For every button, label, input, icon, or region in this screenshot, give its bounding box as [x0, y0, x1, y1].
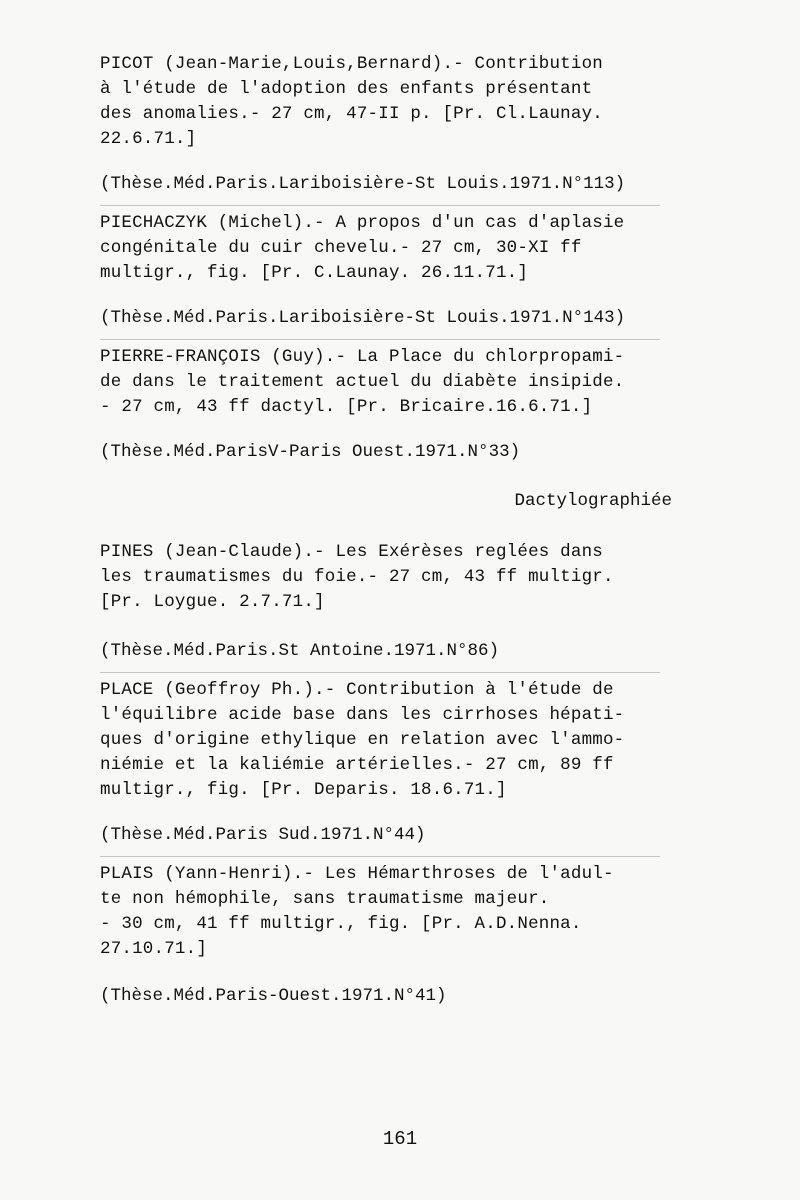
entry-line: à l'étude de l'adoption des enfants présentant [100, 79, 593, 99]
entry-line: - 27 cm, 43 ff dactyl. [Pr. Bricaire.16.6.71.] [100, 397, 593, 417]
thesis-reference: (Thèse.Méd.Paris.Lariboisière-St Louis.1971.N°113) [100, 174, 626, 194]
entry-line: ques d'origine ethylique en relation avec l'ammo- [100, 730, 625, 750]
entry-line: [Pr. Loygue. 2.7.71.] [100, 592, 325, 612]
bibliography-list [100, 52, 700, 1009]
bibliography-entry [100, 52, 700, 197]
bibliography-entry [100, 862, 700, 1009]
bibliography-entry [100, 678, 700, 848]
bibliography-entry [100, 211, 700, 331]
entry-line: te non hémophile, sans traumatisme majeur. [100, 889, 550, 909]
bibliography-entry [100, 345, 700, 514]
thesis-reference: (Thèse.Méd.Paris-Ouest.1971.N°41) [100, 986, 447, 1006]
entry-line: PICOT (Jean-Marie,Louis,Bernard).- Contribution [100, 54, 603, 74]
entry-line: 27.10.71.] [100, 939, 208, 959]
page-number: 161 [382, 1128, 418, 1150]
separator-line [100, 672, 660, 673]
entry-line: les traumatismes du foie.- 27 cm, 43 ff multigr. [100, 567, 614, 587]
format-note: Dactylographiée [514, 491, 672, 511]
entry-line: PLAIS (Yann-Henri).- Les Hémarthroses de l'adul- [100, 864, 614, 884]
thesis-reference: (Thèse.Méd.ParisV-Paris Ouest.1971.N°33) [100, 442, 521, 462]
entry-line: multigr., fig. [Pr. Deparis. 18.6.71.] [100, 780, 507, 800]
thesis-reference: (Thèse.Méd.Paris.St Antoine.1971.N°86) [100, 641, 500, 661]
entry-line: PIECHACZYK (Michel).- A propos d'un cas d'aplasie [100, 213, 625, 233]
entry-line: multigr., fig. [Pr. C.Launay. 26.11.71.] [100, 263, 529, 283]
entry-line: PIERRE-FRANÇOIS (Guy).- La Place du chlorpropami- [100, 347, 625, 367]
entry-line: 22.6.71.] [100, 129, 197, 149]
entry-line: niémie et la kaliémie artérielles.- 27 cm, 89 ff [100, 755, 614, 775]
separator-line [100, 339, 660, 340]
entry-line: - 30 cm, 41 ff multigr., fig. [Pr. A.D.Nenna. [100, 914, 582, 934]
entry-line: congénitale du cuir chevelu.- 27 cm, 30-XI ff [100, 238, 582, 258]
thesis-reference: (Thèse.Méd.Paris.Lariboisière-St Louis.1971.N°143) [100, 308, 626, 328]
entry-line: l'équilibre acide base dans les cirrhoses hépati- [100, 705, 625, 725]
thesis-reference: (Thèse.Méd.Paris Sud.1971.N°44) [100, 825, 426, 845]
entry-line: de dans le traitement actuel du diabète insipide. [100, 372, 625, 392]
separator-line [100, 856, 660, 857]
entry-line: PLACE (Geoffroy Ph.).- Contribution à l'étude de [100, 680, 614, 700]
entry-line: des anomalies.- 27 cm, 47-II p. [Pr. Cl.Launay. [100, 104, 603, 124]
entry-line: PINES (Jean-Claude).- Les Exérèses reglées dans [100, 542, 603, 562]
separator-line [100, 205, 660, 206]
bibliography-entry [100, 540, 700, 664]
